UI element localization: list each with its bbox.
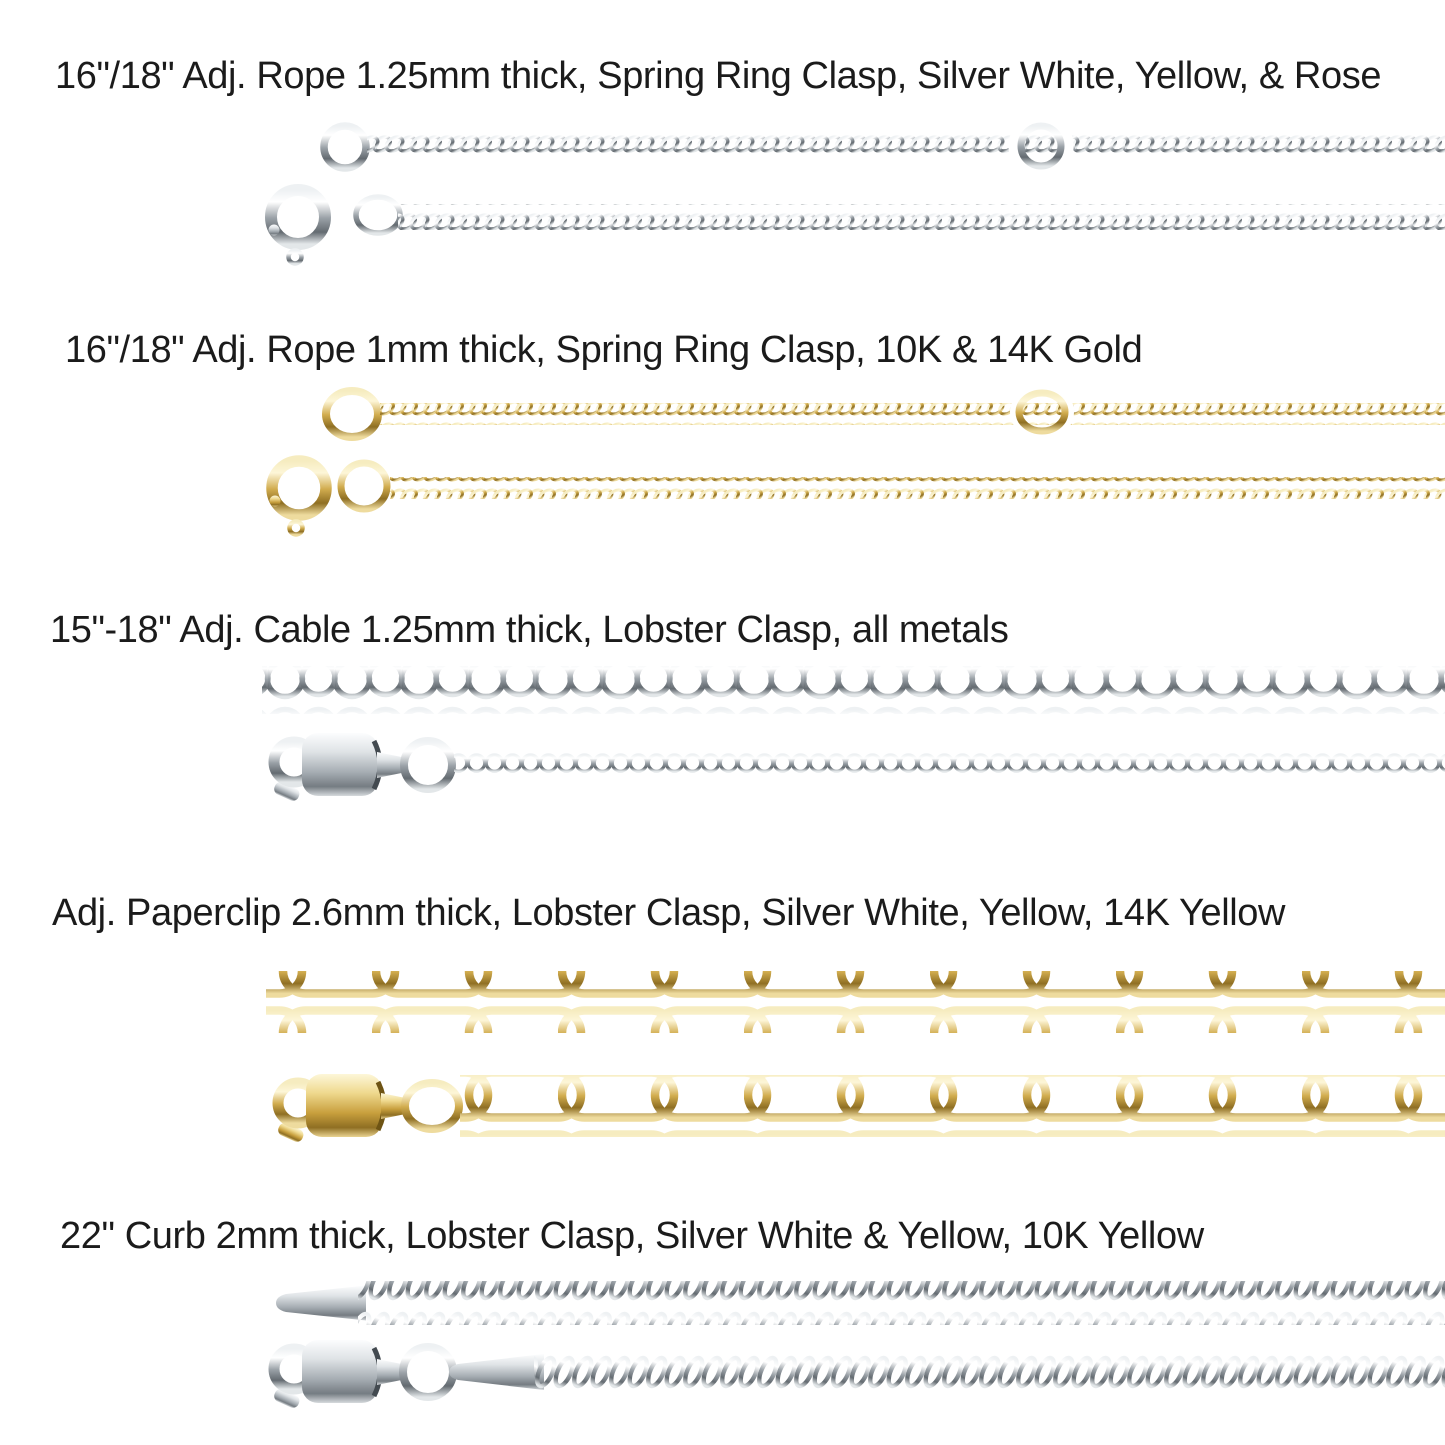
- cable-chain-strand: [454, 753, 1445, 777]
- rope-chain-strand-bottom: [398, 204, 1445, 230]
- lobster-clasp: [272, 733, 404, 803]
- rope-chain-strand-top: [380, 403, 1445, 425]
- spring-ring-clasp: [269, 190, 326, 264]
- attachment-ring: [403, 1347, 453, 1397]
- section-1-label: 16"/18" Adj. Rope 1.25mm thick, Spring Ring Clasp, Silver White, Yellow, & Rose: [55, 55, 1382, 97]
- rope-chain-strand-top: [367, 134, 1445, 160]
- extender-cable-strand: [262, 666, 1445, 714]
- section-4-label: Adj. Paperclip 2.6mm thick, Lobster Clasp, Silver White, Yellow, 14K Yellow: [52, 892, 1286, 934]
- connector-link: [356, 197, 400, 233]
- connector-link: [341, 463, 387, 509]
- curb-strand-top: [358, 1281, 1445, 1325]
- attachment-ring: [404, 741, 452, 789]
- paperclip-strand-top: [266, 971, 1445, 1033]
- spring-ring-clasp: [270, 461, 327, 535]
- section-5-label: 22" Curb 2mm thick, Lobster Clasp, Silver White & Yellow, 10K Yellow: [60, 1215, 1204, 1257]
- taper-connector: [449, 1354, 544, 1390]
- paperclip-strand-bottom: [460, 1075, 1445, 1137]
- lobster-clasp: [276, 1074, 408, 1144]
- jump-ring: [324, 126, 366, 168]
- rope-chain-gold-photo: [0, 375, 1445, 550]
- cable-chain-silver-photo: [0, 655, 1445, 840]
- attachment-ring: [405, 1083, 459, 1129]
- paperclip-chain-gold-photo: [0, 940, 1445, 1175]
- section-3-label: 15"-18" Adj. Cable 1.25mm thick, Lobster Clasp, all metals: [50, 609, 1009, 651]
- lobster-clasp: [272, 1340, 404, 1410]
- curb-chain-silver-photo: [0, 1262, 1445, 1445]
- rope-chain-silver-photo: [0, 105, 1445, 295]
- rope-chain-strand-bottom: [390, 477, 1445, 499]
- curb-strand-bottom: [534, 1350, 1445, 1394]
- end-cap: [276, 1286, 366, 1321]
- jump-ring: [326, 391, 378, 437]
- section-2-label: 16"/18" Adj. Rope 1mm thick, Spring Ring Clasp, 10K & 14K Gold: [65, 329, 1143, 371]
